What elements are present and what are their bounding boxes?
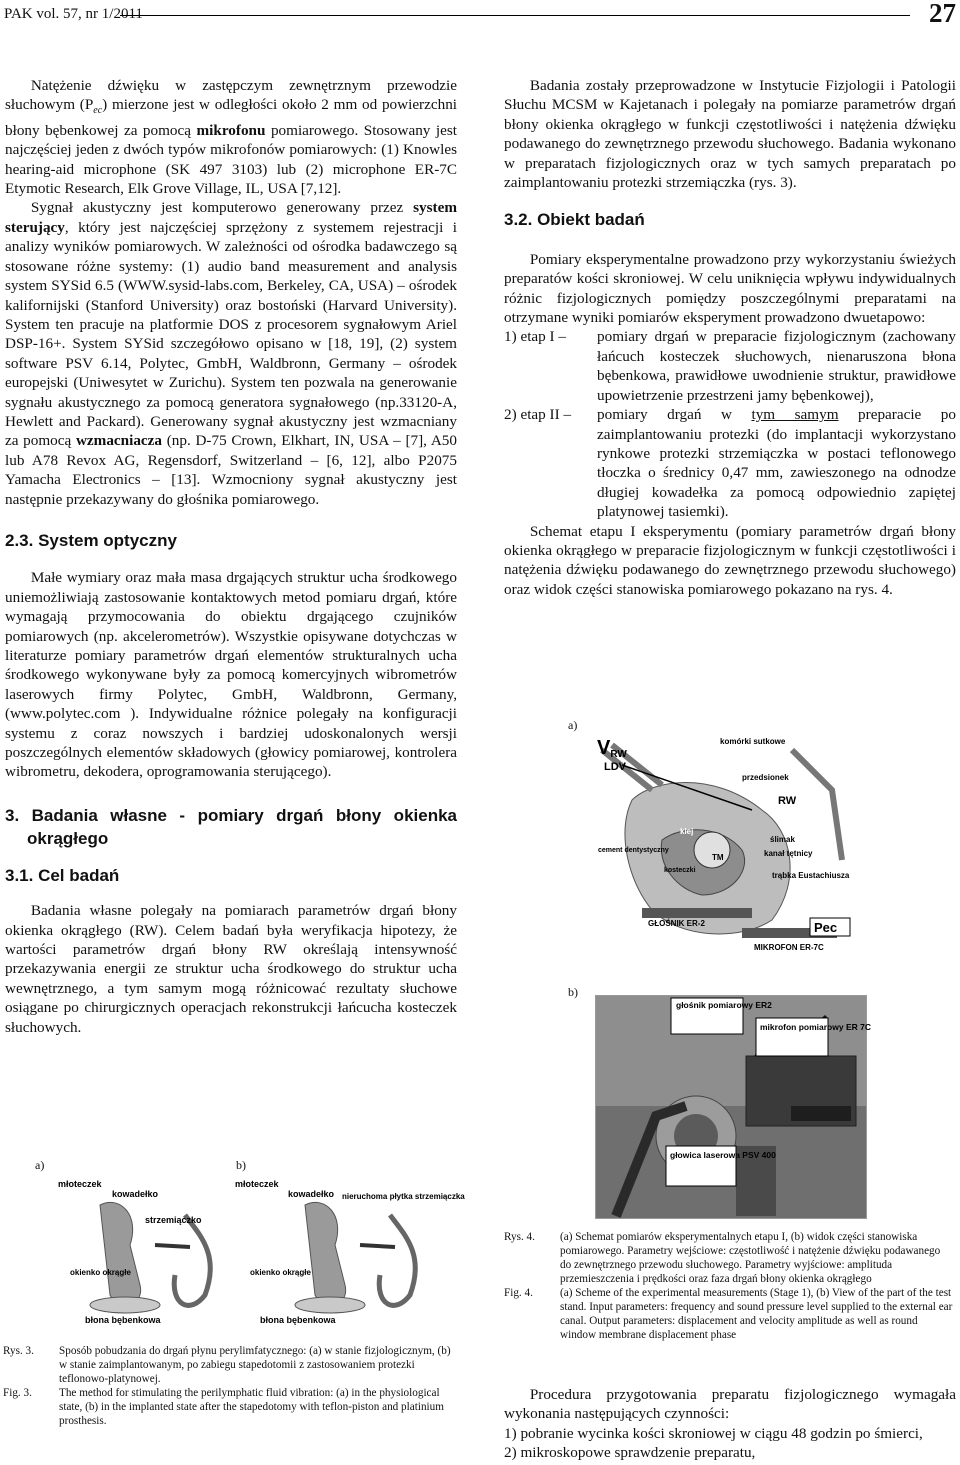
fig3a-label-mloteczek: młoteczek	[58, 1179, 102, 1189]
page-number: 27	[929, 0, 956, 28]
fig3b-label-kowadelko: kowadełko	[288, 1189, 335, 1199]
procedure-item-1: 1) pobranie wycinka kości skroniowej w ciągu 48 godzin po śmierci,	[504, 1424, 923, 1442]
paragraph-institute: Badania zostały przeprowadzone w Instytucie Fizjologii i Patologii Słuchu MCSM w Kajetanach i polegały na pomiarze parametrów drgań błony okienka okrągłego w funkcji częstotliwości i natężenia dźwięku podawanego do zewnętrznego przewodu słuchowego. Badania wykonano w preparatach fizjologicznych oraz w tych samych preparatach po zaimplantowaniu protezki strzemiączka (rys. 3).	[504, 77, 956, 192]
fig3b-label-okienko: okienko okrągłe	[250, 1268, 311, 1277]
fig4-label-b: b)	[568, 985, 578, 999]
paragraph-optical: Małe wymiary oraz mała masa drgających struktur ucha środkowego uniemożliwiają zastosowanie kontaktowych metod pomiaru drgań, które wymagają przymocowania do obiektu drgającego czujników pomiarowych (np. akcelerometrów). Wszystkie opisywane dotychczas w literaturze pomiary parametrów drgań elementów strukturalnych ucha środkowego wykonywane były za pomocą komercyjnych wibrometrów laserowych firmy Polytec, GmbH, Waldbronn, Germany, (www.polytec.com ). Indywidualne różnice polegały na konfiguracji systemu z coraz nowszych i bardziej udoskonalonych wersji poszczególnych elementów składowych (głowicy pomiarowej, kontrolera wibrometru, dekodera, oprogramowania sterującego).	[5, 569, 457, 781]
fig4-caption: Rys. 4. (a) Schemat pomiarów eksperymentalnych etapu I, (b) widok części stanowiska pomiarowego. Parametry wejściowe: częstotliwość i natężenie dźwięku podawanego do zewnętrznego przewodu słuchowego. Parametry wyjściowe: amplituda przemieszczenia i prędkości oraz faza drgań błony okienka okrągłego Fig. 4. (a) Scheme of the experimental measurements (Stage 1), (b) View of the part of the test stand. Input parameters: frequency and sound pressure level supplied to the external ear canal. Output parameters: displacement and velocity amplitude as well as round window membrane displacement phase	[504, 1231, 953, 1341]
fig4a-label-kanal: kanał tętnicy	[764, 849, 813, 858]
section-heading-3-1: 3.1. Cel badań	[5, 865, 120, 885]
fig3b-label-blona: błona bębenkowa	[260, 1315, 336, 1325]
right-column	[504, 76, 956, 599]
fig4a-diagram	[592, 730, 852, 958]
fig4a-label-rw: RW	[778, 795, 797, 807]
fig3a-label-blona: błona bębenkowa	[85, 1315, 161, 1325]
fig4a-ldv-label: LDV	[604, 761, 626, 773]
section-heading-3: 3. Badania własne - pomiary drgań błony okienka okrągłego	[5, 805, 457, 848]
section-heading-3-2: 3.2. Obiekt badań	[504, 210, 645, 230]
fig4a-label-tm: TM	[712, 853, 724, 862]
fig4a-label-przedsionek: przedsionek	[742, 773, 789, 782]
fig3a-label-okienko: okienko okrągłe	[70, 1268, 131, 1277]
fig4a-label-pec: Pec	[814, 920, 838, 935]
fig4b-label-glosnik: głośnik pomiarowy ER2	[676, 1000, 772, 1010]
fig4a-label-slimak: ślimak	[770, 835, 795, 844]
fig4a-label-komorki: komórki sutkowe	[720, 737, 786, 746]
fig4a-label-traba: trąbka Eustachiusza	[772, 871, 850, 880]
fig4a-vrw-label: VRW	[597, 737, 627, 760]
header-rule	[120, 15, 910, 16]
fig4b-label-glowica: głowica laserowa PSV 400	[670, 1150, 776, 1160]
fig4a-label-kosteczki: kosteczki	[664, 867, 696, 874]
right-column-bottom	[504, 1385, 956, 1463]
fig3a-label-strzemiaczko: strzemiączko	[145, 1215, 202, 1225]
section-heading-2-3: 2.3. System optyczny	[5, 530, 177, 550]
stage-2: 2) etap II – pomiary drgań w tym samym preparacie po zaimplantowaniu protezki (do implantacji wykorzystano rynkowe protezki strzemiączka w postaci teflonowego tłoczka o średnicy 0,47 mm, zawieszonego na odnodze długiej kowadełka za pomocą odpowiednio zapiętej platynowej tasiemki).	[504, 406, 956, 521]
paragraph-own-research: Badania własne polegały na pomiarach parametrów drgań błony okienka okrągłego (RW). Celem badań była weryfikacja hipotezy, że wartości parametrów drgań błony RW określają intensywność przekazywania energii ze struktur ucha środkowego do struktur ucha wewnętrznego, a tym samym mogą różnicować rezultaty słuchowe osiągane po chirurgicznych operacjach rekonstrukcji łańcucha kosteczek słuchowych.	[5, 902, 457, 1036]
fig4a-label-cement: cement dentystyczny	[598, 847, 669, 854]
paragraph-scheme: Schemat etapu I eksperymentu (pomiary parametrów drgań błony okienka okrągłego w preparacie fizjologicznym w funkcji częstotliwości i natężenia dźwięku podawanego do zewnętrznego przewodu słuchowego) oraz widok części stanowiska pomiarowego pokazano na rys. 4.	[504, 522, 956, 598]
paragraph-object: Pomiary eksperymentalne prowadzono przy wykorzystaniu świeżych preparatów kości skroniowej. W celu uniknięcia wpływu indywidualnych różnic fizjologicznych pomiędzy poszczególnymi preparatami na otrzymane wyniki pomiarów eksperyment prowadzono dwuetapowo:	[504, 250, 956, 327]
fig4a-label-klej: klej	[680, 827, 694, 836]
fig4a-label-glosnik: GŁOŚNIK ER-2	[648, 919, 705, 928]
fig4b-photo	[595, 995, 871, 1219]
fig4-label-a: a)	[568, 718, 578, 732]
fig4b-label-mikrofon: mikrofon pomiarowy ER 7C	[760, 1022, 871, 1032]
left-column	[5, 76, 457, 1037]
fig3-diagram	[30, 1175, 465, 1335]
fig3a-label-kowadelko: kowadełko	[112, 1189, 159, 1199]
fig4a-label-mikrofon: MIKROFON ER-7C	[754, 943, 824, 952]
fig3b-label-nieruchoma: nieruchoma płytka strzemiączka	[342, 1192, 465, 1201]
stage-1: 1) etap I – pomiary drgań w preparacie fizjologicznym (zachowany łańcuch kosteczek słuchowych, nienaruszona błona bębenkowa, prawidłowe uwodnienie struktur, prawidłowe upowietrzenie przestrzeni jamy bębenkowej),	[504, 328, 956, 404]
paragraph-pressure: Natężenie dźwięku w zastępczym zewnętrznym przewodzie słuchowym $(P_{ec})$ mierzone jest w odległości około 2 mm od powierzchni błony bębenkowej za pomocą mikrofonu pomiarowego. Stosowany jest najczęściej jeden z dwóch typów mikrofonów pomiarowych: (1) Knowles hearing-aid microphone (SK 497 3103) lub (2) microphone ER-7C Etymotic Research, Elk Grove Village, IL, USA [7,12].	[5, 77, 458, 198]
procedure-item-2: 2) mikroskopowe sprawdzenie preparatu,	[504, 1444, 756, 1462]
paragraph-procedure: Procedura przygotowania preparatu fizjologicznego wymagała wykonania następujących czynności:	[504, 1386, 956, 1423]
fig3b-label-mloteczek: młoteczek	[235, 1179, 279, 1189]
fig3-label-b: b)	[236, 1158, 246, 1172]
fig3-label-a: a)	[35, 1158, 45, 1172]
journal-header: PAK vol. 57, nr 1/2011	[4, 6, 143, 22]
fig3-caption: Rys. 3. Sposób pobudzania do drgań płynu perylimfatycznego: (a) w stanie fizjologicznym, (b) w stanie zaimplantowanym, po zabiegu stapedotomii z zastosowaniem protezki teflonowo-platynowej. Fig. 3. The method for stimulating the perilymphatic fluid vibration: (a) in the physiological state, (b) in the implanted state after the stapedotomy with teflon-piston and platinium prosthesis.	[3, 1345, 451, 1427]
paragraph-signal: Sygnał akustyczny jest komputerowo generowany przez system sterujący, który jest najczęściej sprzężony z systemem rejestracji i analizy wyników pomiarowych. W zależności od ośrodka badawczego są stosowane różne systemy: (1) audio band measurement and analysis system SYSid 6.5 (WWW.sysid-labs.com, Berkeley, CA, USA) – ośrodek kalifornijski (Stanford University) oraz bostoński (Harvard University). System ten pracuje na platformie DOS z procesorem sygnałowym Ariel DSP-16+. System SYSid szczegółowo opisano w [18, 19], (2) system software PSV 6.14, Polytec, GmbH, Waldbronn, Germany – ośrodek europejski (Uniwesytet w Zurichu). System ten pozwala na generowanie sygnału akustycznego za pomocą generatora sygnałowego (np.33120-A, Hewlett and Packard). Generowany sygnał akustyczny jest wzmacniany za pomocą wzmacniacza (np. D-75 Crown, Elkhart, IN, USA – [7], A50 lub A78 Revox AG, Regensdorf, Switzerland – [6, 12], albo P2075 Yamacha Electronics – [13]. Wzmocniony sygnał akustyczny jest następnie przekazywany do głośnika pomiarowego.	[5, 199, 457, 508]
